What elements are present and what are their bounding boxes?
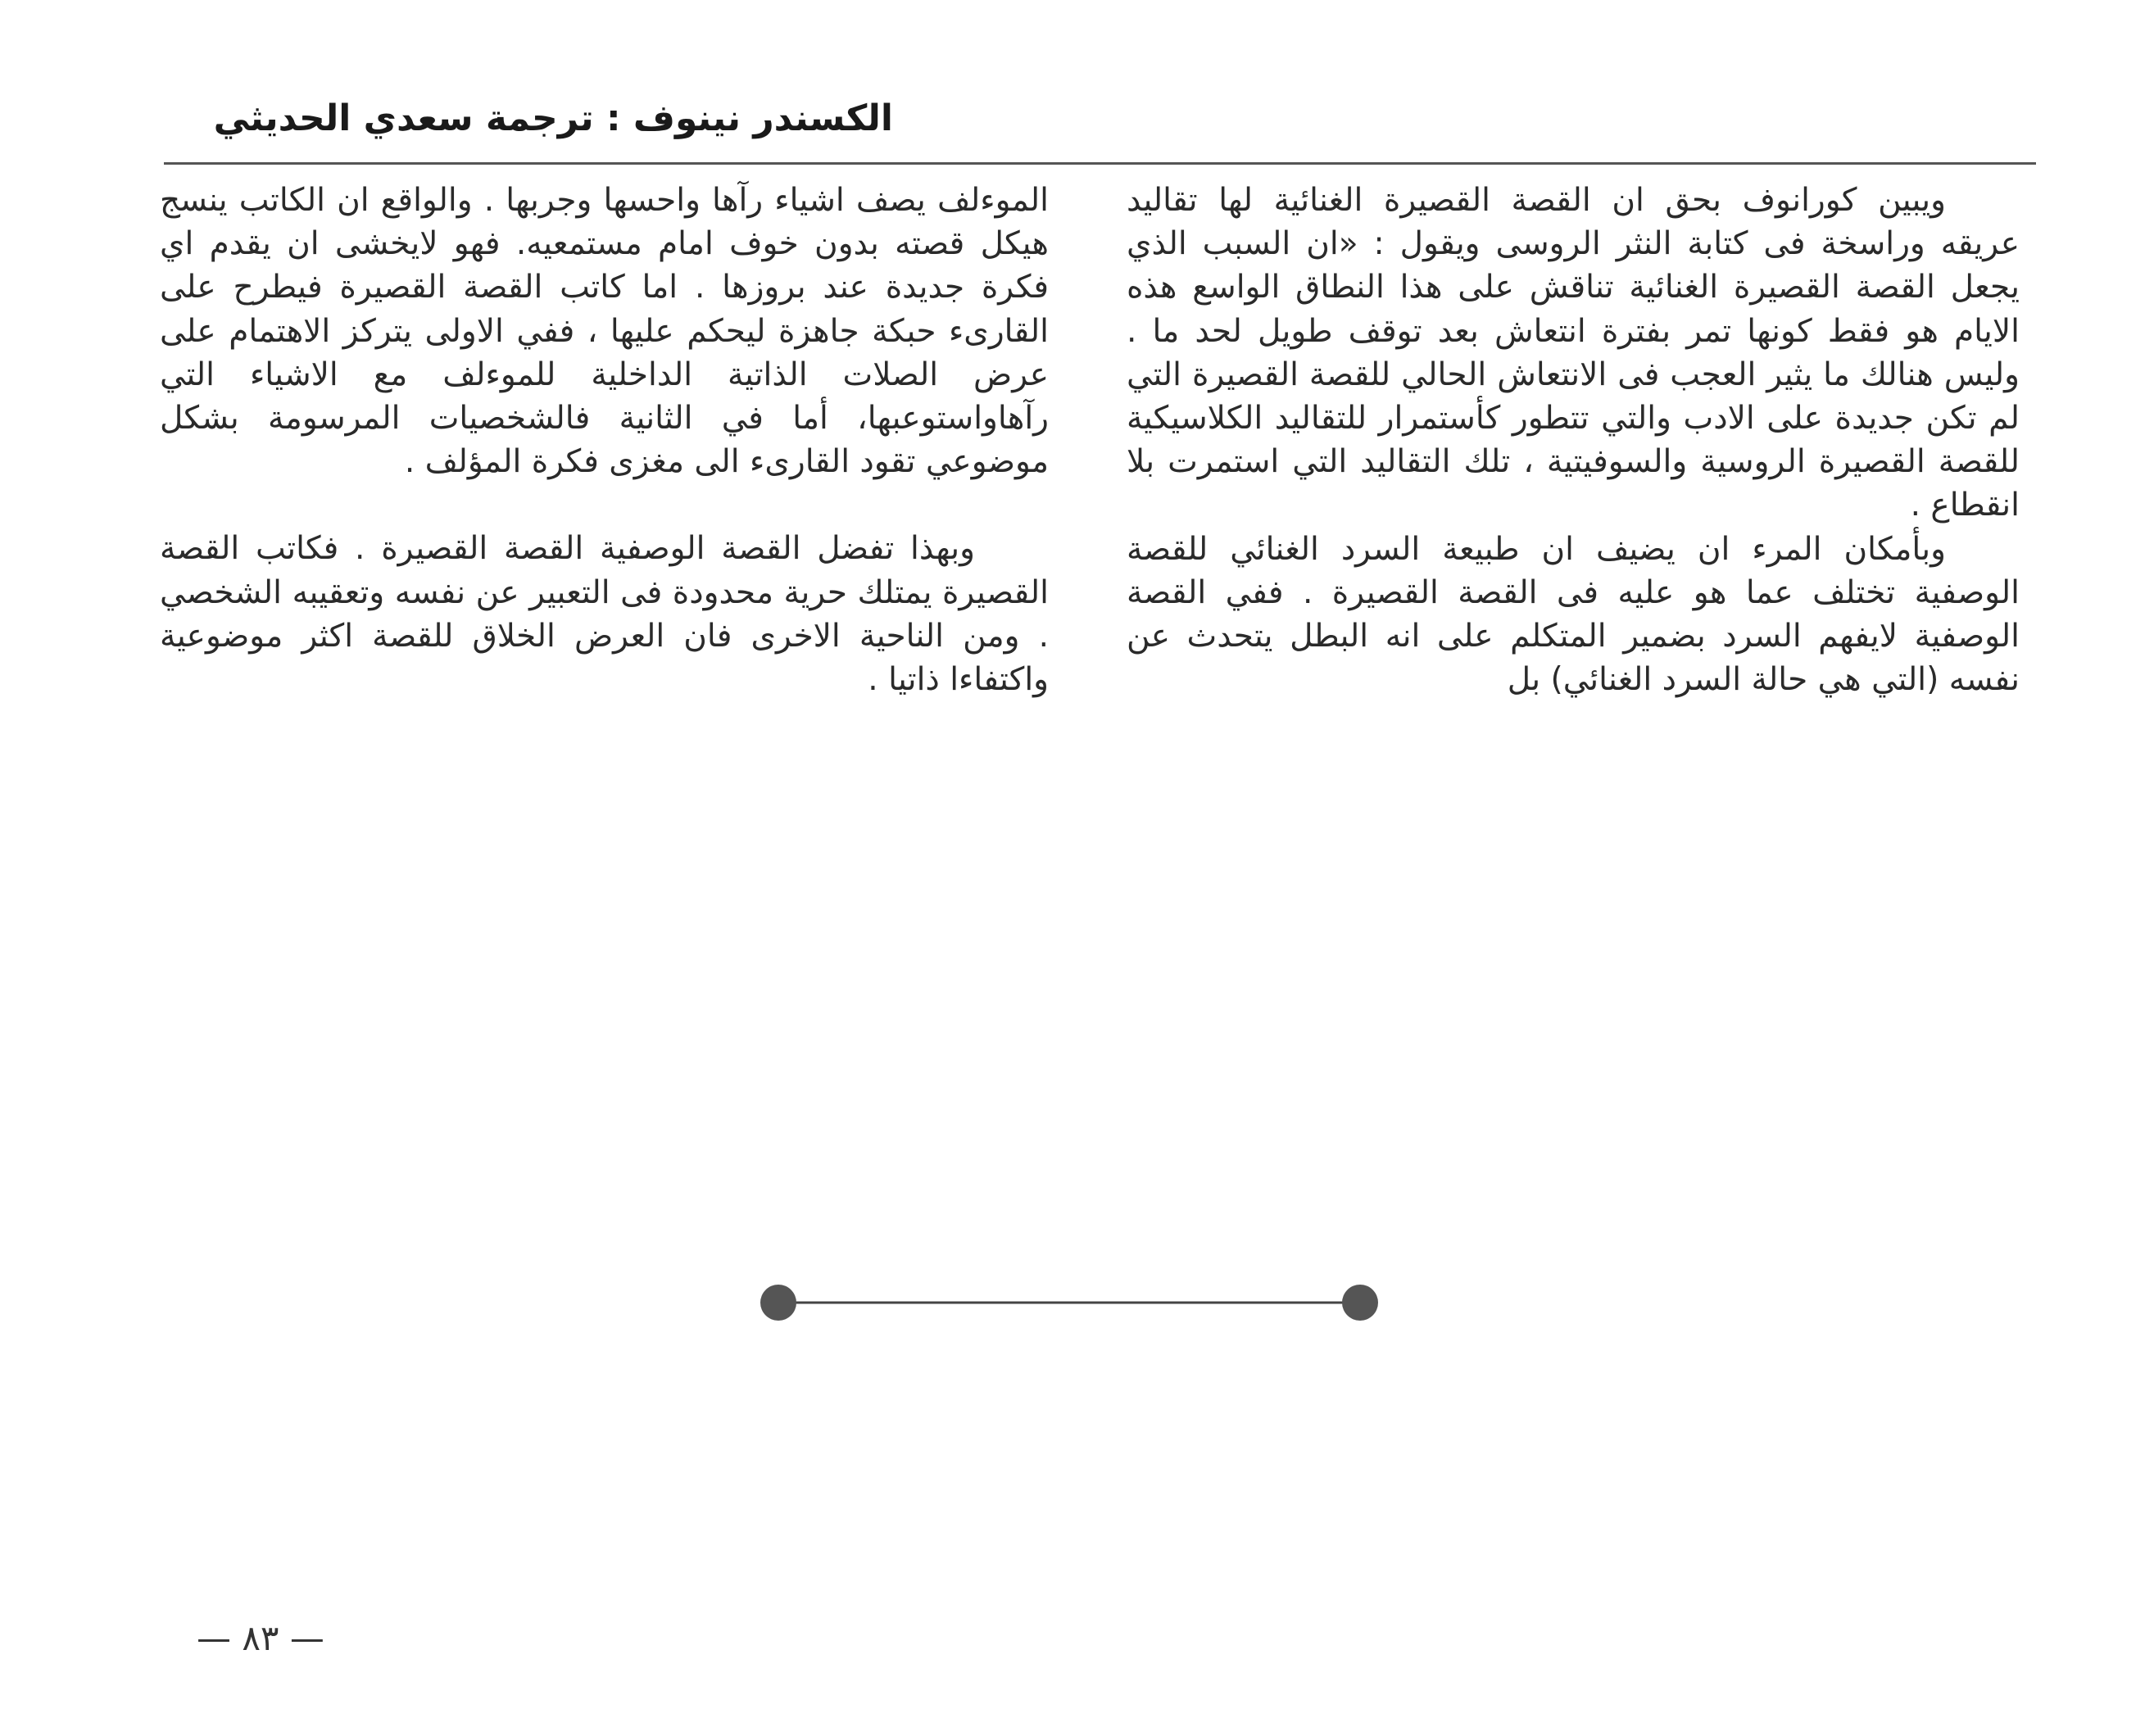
divider-dot-left — [760, 1285, 796, 1321]
right-column — [1127, 179, 2020, 916]
header-rule — [164, 162, 2036, 165]
page-header-title: الكسندر نينوف : ترجمة سعدي الحديثي — [213, 97, 893, 139]
divider-dot-right — [1342, 1285, 1378, 1321]
left-column-paragraph-1: الموءلف يصف اشياء رآها واحسها وجربها . والواقع ان الكاتب ينسج هيكل قصته بدون خوف امام مستمعيه. فهو لايخشى ان يقدم اي فكرة جديدة عند بروزها . اما كاتب القصة القصيرة فيطرح على القارىء حبكة جاهزة ليحكم عليها ، ففي الاولى يتركز الاهتمام على عرض الصلات الذاتية الداخلية للموءلف مع الاشياء التي رآهاواستوعبها، أما في الثانية فالشخصيات المرسومة بشكل موضوعي تقود القارىء الى مغزى فكرة المؤلف . — [160, 182, 1049, 481]
paragraph-spacer — [160, 483, 1049, 527]
left-column-paragraph-2: وبهذا تفضل القصة الوصفية القصة القصيرة . فكاتب القصة القصيرة يمتلك حرية محدودة فى التعبير عن نفسه وتعقيبه الشخصي . ومن الناحية الاخرى فان العرض الخلاق للقصة اكثر موضوعية واكتفاءا ذاتيا . — [160, 530, 1049, 699]
section-divider-ornament — [754, 1278, 1385, 1327]
page-number: — ٨٣ — — [197, 1618, 324, 1658]
left-column — [160, 179, 1049, 916]
right-column-paragraph-1: ويبين كورانوف بحق ان القصة القصيرة الغنائية لها تقاليد عريقه وراسخة فى كتابة النثر الروسى ويقول : «ان السبب الذي يجعل القصة القصيرة الغنائية تناقش على هذا النطاق الواسع هذه الايام هو فقط كونها تمر بفترة انتعاش بعد توقف طويل لحد ما . وليس هنالك ما يثير العجب فى الانتعاش الحالي للقصة القصيرة التي لم تكن جديدة على الادب والتي تتطور كأستمرار للتقاليد الكلاسيكية للقصة القصيرة الروسية والسوفيتية ، تلك التقاليد التي استمرت بلا انقطاع . — [1127, 182, 2020, 524]
right-column-paragraph-2: وبأمكان المرء ان يضيف ان طبيعة السرد الغنائي للقصة الوصفية تختلف عما هو عليه فى القصة القصيرة . ففي القصة الوصفية لايفهم السرد بضمير المتكلم على انه البطل يتحدث عن نفسه (التي هي حالة السرد الغنائي) بل — [1127, 530, 2020, 699]
